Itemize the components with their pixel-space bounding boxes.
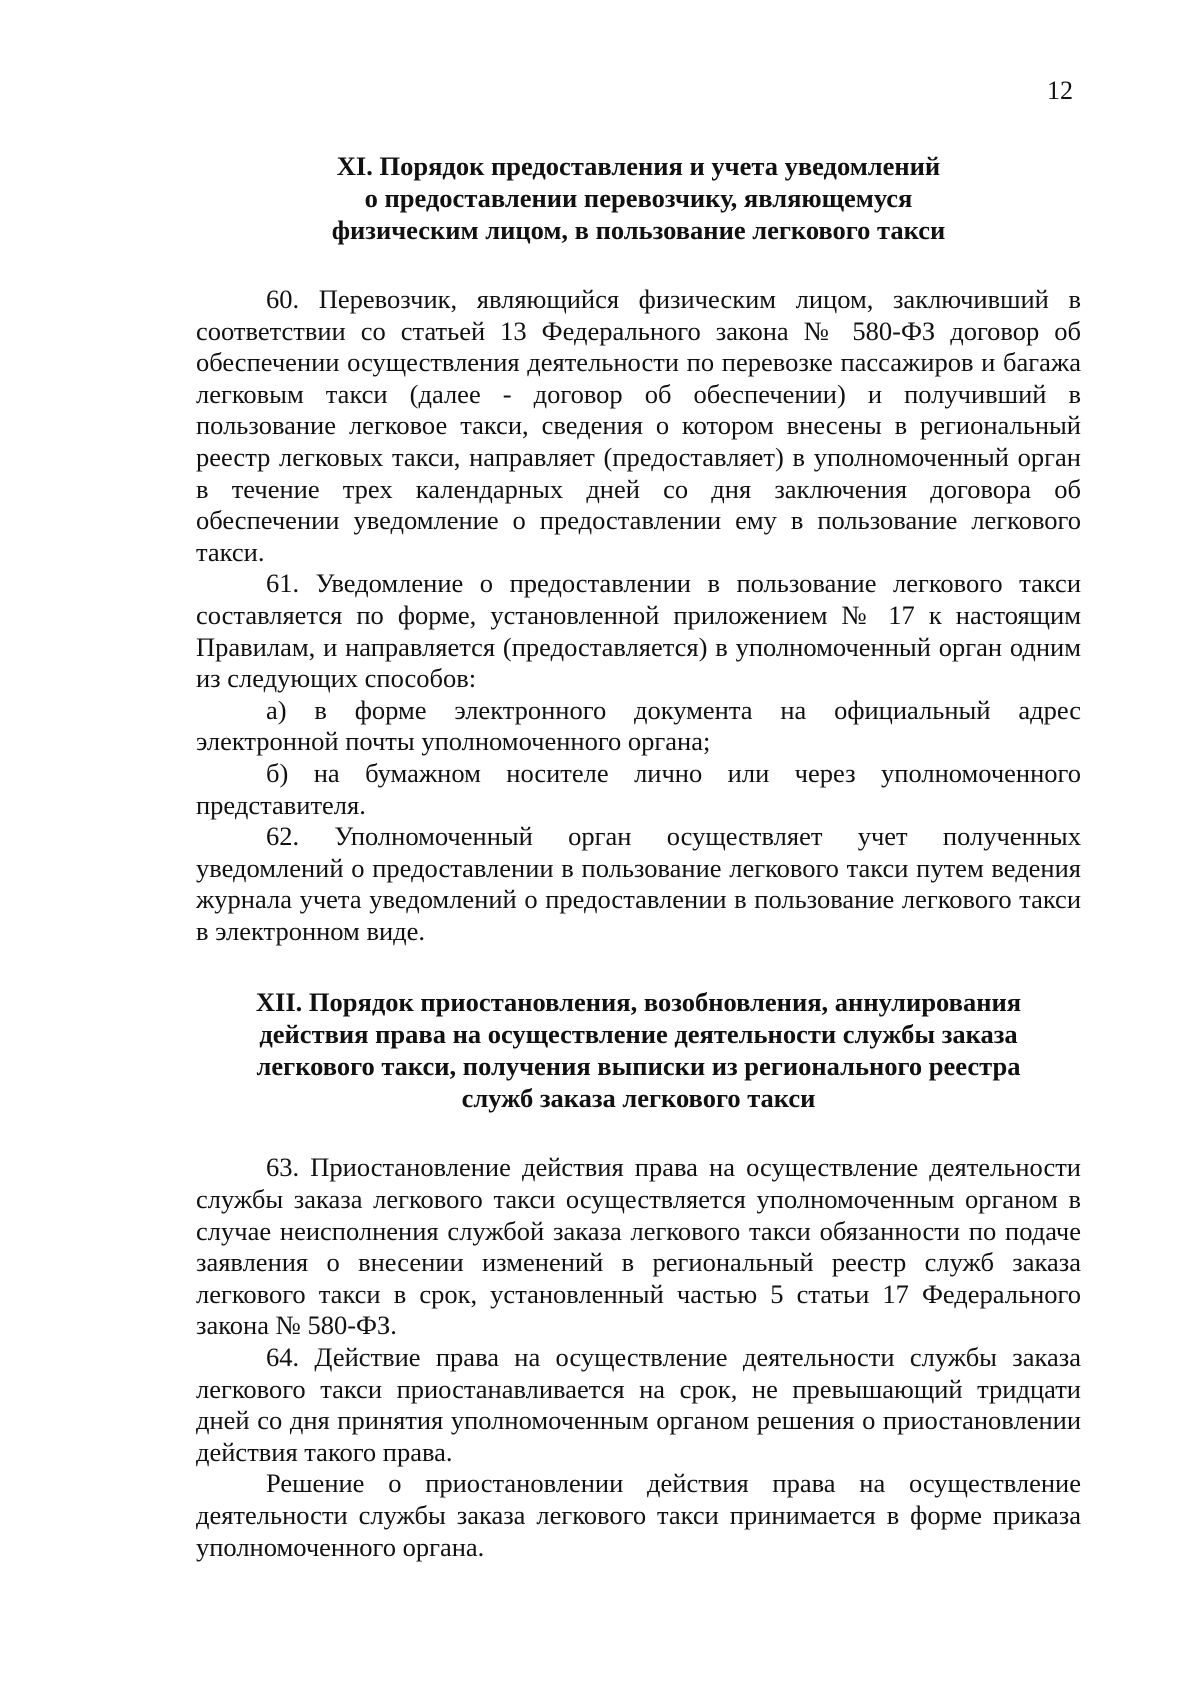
section-xi-heading: [196, 150, 1081, 246]
section-xi-heading-line: физическим лицом, в пользование легкового такси: [331, 215, 946, 245]
section-xii-heading-line: служб заказа легкового такси: [461, 1083, 816, 1114]
paragraph-61: 61. Уведомление о предоставлении в пользование легкового такси составляется по форме, установленной приложением № 17 к настоящим Правилам, и направляется (предоставляется) в уполномоченный орган одним из следующих способов:: [196, 568, 1081, 694]
section-xii-heading-line: XII. Порядок приостановления, возобновления, аннулирования: [255, 987, 1022, 1018]
paragraph-60: 60. Перевозчик, являющийся физическим лицом, заключивший в соответствии со статьей 13 Федерального закона № 580-ФЗ договор об обеспечении осуществления деятельности по перевозке пассажиров и багажа легковым такси (далее - договор об обеспечении) и получивший в пользование легковое такси, сведения о котором внесены в региональный реестр легковых такси, направляет (предоставляет) в уполномоченный орган в течение трех календарных дней со дня заключения договора об обеспечении уведомление о предоставлении ему в пользование легкового такси.: [196, 284, 1081, 567]
section-xi-heading-line: XI. Порядок предоставления и учета уведомлений: [336, 151, 941, 181]
section-xii-heading: [196, 986, 1081, 1114]
document-body: [196, 150, 1081, 1563]
paragraph-64: 64. Действие права на осуществление деятельности службы заказа легкового такси приостанавливается на срок, не превышающий тридцати дней со дня принятия уполномоченным органом решения о приостановлении действия такого права.: [196, 1342, 1081, 1467]
section-xi-heading-line: о предоставлении перевозчику, являющемуся: [364, 183, 913, 213]
paragraph-61-item-b: б) на бумажном носителе лично или через уполномоченного представителя.: [196, 757, 1081, 820]
page-number: 12: [1047, 76, 1073, 105]
section-xii-heading-line: действия права на осуществление деятельности службы заказа: [259, 1019, 1018, 1050]
paragraph-62: 62. Уполномоченный орган осуществляет учет полученных уведомлений о предоставлении в пользование легкового такси путем ведения журнала учета уведомлений о предоставлении в пользование легкового такси в электронном виде.: [196, 821, 1081, 946]
paragraph-61-item-a: а) в форме электронного документа на официальный адрес электронной почты уполномоченного органа;: [196, 694, 1081, 757]
paragraph-64-decision: Решение о приостановлении действия права на осуществление деятельности службы заказа легкового такси принимается в форме приказа уполномоченного органа.: [196, 1468, 1081, 1562]
paragraph-63: 63. Приостановление действия права на осуществление деятельности службы заказа легкового такси осуществляется уполномоченным органом в случае неисполнения службой заказа легкового такси обязанности по подаче заявления о внесении изменений в региональный реестр служб заказа легкового такси в срок, установленный частью 5 статьи 17 Федерального закона № 580-ФЗ.: [196, 1152, 1081, 1341]
section-xii-heading-line: легкового такси, получения выписки из регионального реестра: [256, 1051, 1021, 1082]
